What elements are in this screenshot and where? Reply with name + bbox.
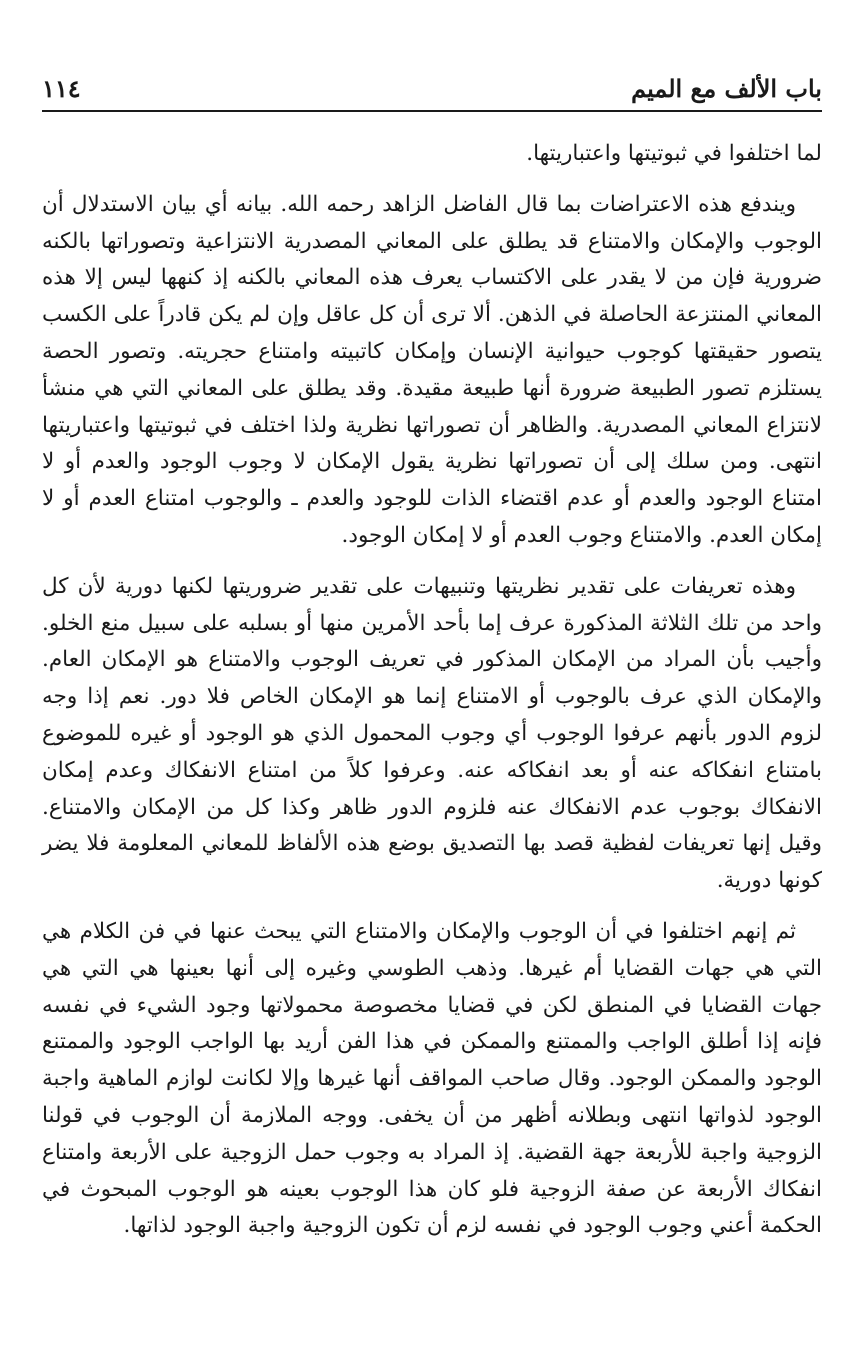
paragraph-4: ثم إنهم اختلفوا في أن الوجوب والإمكان والامتناع التي يبحث عنها في فن الكلام هي التي هي جهات القضايا أم غيرها. وذهب الطوسي وغيره إلى أنها بعينها هي التي هي جهات القضايا في المنطق لكن في قضايا مخصوصة محمولاتها وجود الشيء في نفسه فإنه إذا أطلق الواجب والممتنع والممكن في هذا الفن أريد بها الواجب الوجود والممتنع الوجود والممكن الوجود. وقال صاحب المواقف أنها غيرها وإلا لكانت لوازم الماهية واجبة الوجود لذواتها انتهى وبطلانه أظهر من أن يخفى. ووجه الملازمة أن الوجوب في قولنا الزوجية واجبة للأربعة جهة القضية. إذ المراد به وجوب حمل الزوجية على الأربعة وامتناع انفكاك الأربعة عن صفة الزوجية فلو كان هذا الوجوب بعينه هو الوجوب المبحوث في الحكمة أعني وجوب الوجود في نفسه لزم أن تكون الزوجية واجبة الوجود لذاتها. xyxy=(42,918,822,1239)
paragraph-1: لما اختلفوا في ثبوتيتها واعتباريتها. xyxy=(526,141,822,166)
running-header xyxy=(42,70,822,112)
chapter-title: باب الألف مع الميم xyxy=(631,74,822,103)
paragraph-2: ويندفع هذه الاعتراضات بما قال الفاضل الزاهد رحمه الله. بيانه أي بيان الاستدلال أن الوجوب والإمكان والامتناع قد يطلق على المعاني المصدرية الانتزاعية وتصوراتها بالكنه ضرورية فإن من لا يقدر على الاكتساب يعرف هذه المعاني بالكنه إذ كنهها ليس إلا هذه المعاني المنتزعة الحاصلة في الذهن. ألا ترى أن كل عاقل وإن لم يكن قادراً على الكسب يتصور حقيقتها كوجوب حيوانية الإنسان وإمكان كاتبيته وامتناع حجريته. وتصور الحصة يستلزم تصور الطبيعة ضرورة أنها طبيعة مقيدة. وقد يطلق على المعاني التي هي منشأ لانتزاع المعاني المصدرية. والظاهر أن تصوراتها نظرية ولذا اختلف في ثبوتيتها واعتباريتها انتهى. ومن سلك إلى أن تصوراتها نظرية يقول الإمكان لا وجوب الوجود والعدم أو لا امتناع الوجود والعدم أو عدم اقتضاء الذات للوجود والعدم ـ والوجوب امتناع العدم أو لا إمكان العدم. والامتناع وجوب العدم أو لا إمكان الوجود. xyxy=(42,191,822,548)
text-body xyxy=(42,136,822,1245)
paragraph-3: وهذه تعريفات على تقدير نظريتها وتنبيهات على تقدير ضروريتها لكنها دورية لأن كل واحد من تلك الثلاثة المذكورة عرف إما بأحد الأمرين منها أو بسلبه على سبيل منع الخلو. وأجيب بأن المراد من الإمكان المذكور في تعريف الوجوب والامتناع هو الإمكان العام. والإمكان الذي عرف بالوجوب أو الامتناع إنما هو الإمكان الخاص فلا دور. نعم إذا وجه لزوم الدور بأنهم عرفوا الوجوب أي وجوب المحمول الذي هو الوجود أو غيره للموضوع بامتناع انفكاكه عنه أو بعد انفكاكه عنه. وعرفوا كلاً من امتناع الانفكاك وعدم إمكان الانفكاك بوجوب عدم الانفكاك عنه فلزوم الدور ظاهر وكذا كل من الإمكان والامتناع. وقيل إنها تعريفات لفظية قصد بها التصديق بوضع هذه الألفاظ للمعاني المعلومة فلا يضر كونها دورية. xyxy=(42,573,822,894)
page-number: ١١٤ xyxy=(42,74,81,103)
